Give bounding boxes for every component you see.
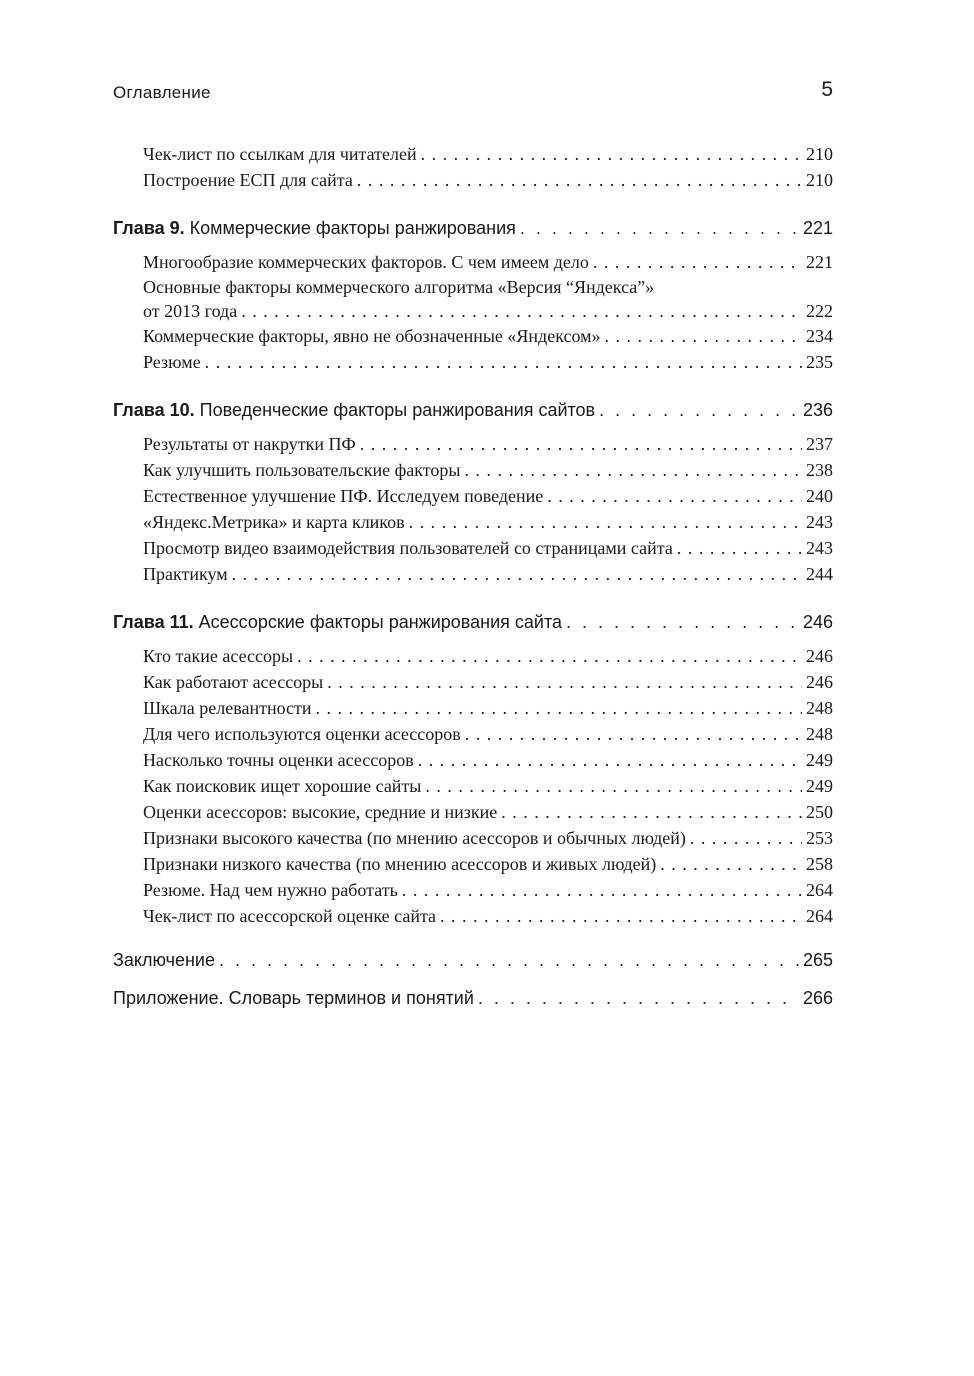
toc-entry-page: 258 [806,854,833,874]
toc-entry[interactable] [113,483,833,509]
dot-leader [297,643,802,669]
toc-entry-title: Многообразие коммерческих факторов. С чем имеем дело [143,252,589,272]
chapter-page: 246 [802,612,833,632]
toc-entry-page: 244 [806,564,833,584]
dot-leader [402,877,802,903]
toc-entry[interactable] [113,349,833,375]
toc-entry-title: Кто такие асессоры [143,646,294,666]
toc-entry-page: 266 [802,988,833,1008]
toc-entry-title: Приложение. Словарь терминов и понятий [113,988,474,1008]
toc-entry-title: Оценки асессоров: высокие, средние и низкие [143,802,498,822]
toc-entry-title: Естественное улучшение ПФ. Исследуем поведение [143,486,544,506]
toc-entry-title: «Яндекс.Метрика» и карта кликов [143,512,405,532]
dot-leader [690,825,802,851]
chapter-heading-9[interactable] [113,215,833,241]
dot-leader [660,851,802,877]
toc-entry-page: 248 [806,698,833,718]
toc-entry-page: 246 [806,672,833,692]
dot-leader [360,431,802,457]
toc-entry-page: 221 [806,252,833,272]
toc-entry[interactable] [113,903,833,929]
toc-entry-title: Заключение [113,950,215,970]
toc-entry-page: 264 [806,906,833,926]
toc-entry-page: 250 [806,802,833,822]
dot-leader [501,799,802,825]
toc-entry[interactable] [113,535,833,561]
toc-entry[interactable] [113,509,833,535]
dot-leader [327,669,802,695]
chapter-heading-10[interactable] [113,397,833,423]
toc-entry-page: 253 [806,828,833,848]
dot-leader [421,141,802,167]
dot-leader [316,695,802,721]
dot-leader [677,535,802,561]
chapter-title: Поведенческие факторы ранжирования сайтов [199,400,596,420]
toc-entry[interactable] [113,167,833,193]
toc-entry-title: Как улучшить пользовательские факторы [143,460,461,480]
toc-entry-title: Резюме [143,352,201,372]
dot-leader [547,483,802,509]
toc-entry[interactable] [113,773,833,799]
toc-entry-page: 249 [806,776,833,796]
dot-leader [205,349,802,375]
toc-entry[interactable] [113,851,833,877]
toc-entry[interactable] [113,669,833,695]
dot-leader [409,509,802,535]
dot-leader [425,773,802,799]
chapter-page: 236 [802,400,833,420]
toc-entry-title: Чек-лист по асессорской оценке сайта [143,906,437,926]
toc-entry-title: Признаки высокого качества (по мнению асессоров и обычных людей) [143,828,686,848]
toc-entry-title: Коммерческие факторы, явно не обозначенные «Яндексом» [143,326,601,346]
toc-entry-title: Практикум [143,564,228,584]
toc-entry-page: 249 [806,750,833,770]
dot-leader [520,215,799,241]
toc-entry[interactable] [113,249,833,275]
toc-entry-page: 243 [806,512,833,532]
dot-leader [566,609,799,635]
toc-entry[interactable] [113,695,833,721]
toc-entry[interactable] [113,431,833,457]
chapter-title: Асессорские факторы ранжирования сайта [198,612,563,632]
toc-entry[interactable] [113,825,833,851]
toc-entry-title: Результаты от накрутки ПФ [143,434,356,454]
toc-entry[interactable] [113,561,833,587]
table-of-contents [113,141,833,1019]
toc-entry-title: Насколько точны оценки асессоров [143,750,414,770]
dot-leader [599,397,799,423]
toc-entry-title: Признаки низкого качества (по мнению асессоров и живых людей) [143,854,657,874]
dot-leader [241,299,802,323]
dot-leader [357,167,802,193]
toc-entry[interactable] [113,323,833,349]
toc-entry-title: Как работают асессоры [143,672,324,692]
toc-entry-title: Чек-лист по ссылкам для читателей [143,144,417,164]
toc-entry-page: 210 [806,170,833,190]
toc-entry-page: 243 [806,538,833,558]
toc-entry-page: 222 [806,301,833,321]
toc-entry-conclusion[interactable] [113,947,833,973]
chapter-heading-11[interactable] [113,609,833,635]
page-number: 5 [821,78,833,101]
toc-entry-page: 210 [806,144,833,164]
chapter-label: Глава 11. [113,612,194,632]
dot-leader [464,457,802,483]
toc-entry[interactable] [113,877,833,903]
toc-entry-page: 246 [806,646,833,666]
toc-entry[interactable] [113,141,833,167]
toc-entry[interactable] [113,457,833,483]
toc-entry-title-line2: от 2013 года [143,301,238,321]
toc-entry-appendix[interactable] [113,985,833,1011]
toc-entry[interactable] [113,747,833,773]
toc-entry-title: Просмотр видео взаимодействия пользователей со страницами сайта [143,538,673,558]
toc-entry-page: 235 [806,352,833,372]
toc-entry[interactable] [113,799,833,825]
chapter-page: 221 [802,218,833,238]
running-title: Оглавление [113,83,211,102]
toc-entry-multiline[interactable] [113,275,833,323]
toc-entry-page: 265 [802,950,833,970]
toc-entry-title: Для чего используются оценки асессоров [143,724,461,744]
toc-entry-page: 240 [806,486,833,506]
dot-leader [440,903,802,929]
dot-leader [605,323,802,349]
dot-leader [465,721,802,747]
dot-leader [478,985,799,1011]
dot-leader [219,947,799,973]
toc-entry-title: Шкала релевантности [143,698,312,718]
toc-entry-title: Как поисковик ищет хорошие сайты [143,776,422,796]
dot-leader [418,747,802,773]
chapter-title: Коммерческие факторы ранжирования [189,218,516,238]
toc-entry-page: 238 [806,460,833,480]
toc-entry-title: Построение ЕСП для сайта [143,170,353,190]
dot-leader [232,561,802,587]
toc-entry-page: 237 [806,434,833,454]
toc-entry-page: 264 [806,880,833,900]
chapter-label: Глава 10. [113,400,195,420]
dot-leader [593,249,802,275]
toc-entry[interactable] [113,721,833,747]
page-header [113,78,833,108]
toc-entry[interactable] [113,643,833,669]
toc-entry-title: Резюме. Над чем нужно работать [143,880,398,900]
toc-entry-page: 234 [806,326,833,346]
chapter-label: Глава 9. [113,218,185,238]
toc-entry-title-line1: Основные факторы коммерческого алгоритма «Версия “Яндекса”» [143,277,655,297]
toc-entry-page: 248 [806,724,833,744]
